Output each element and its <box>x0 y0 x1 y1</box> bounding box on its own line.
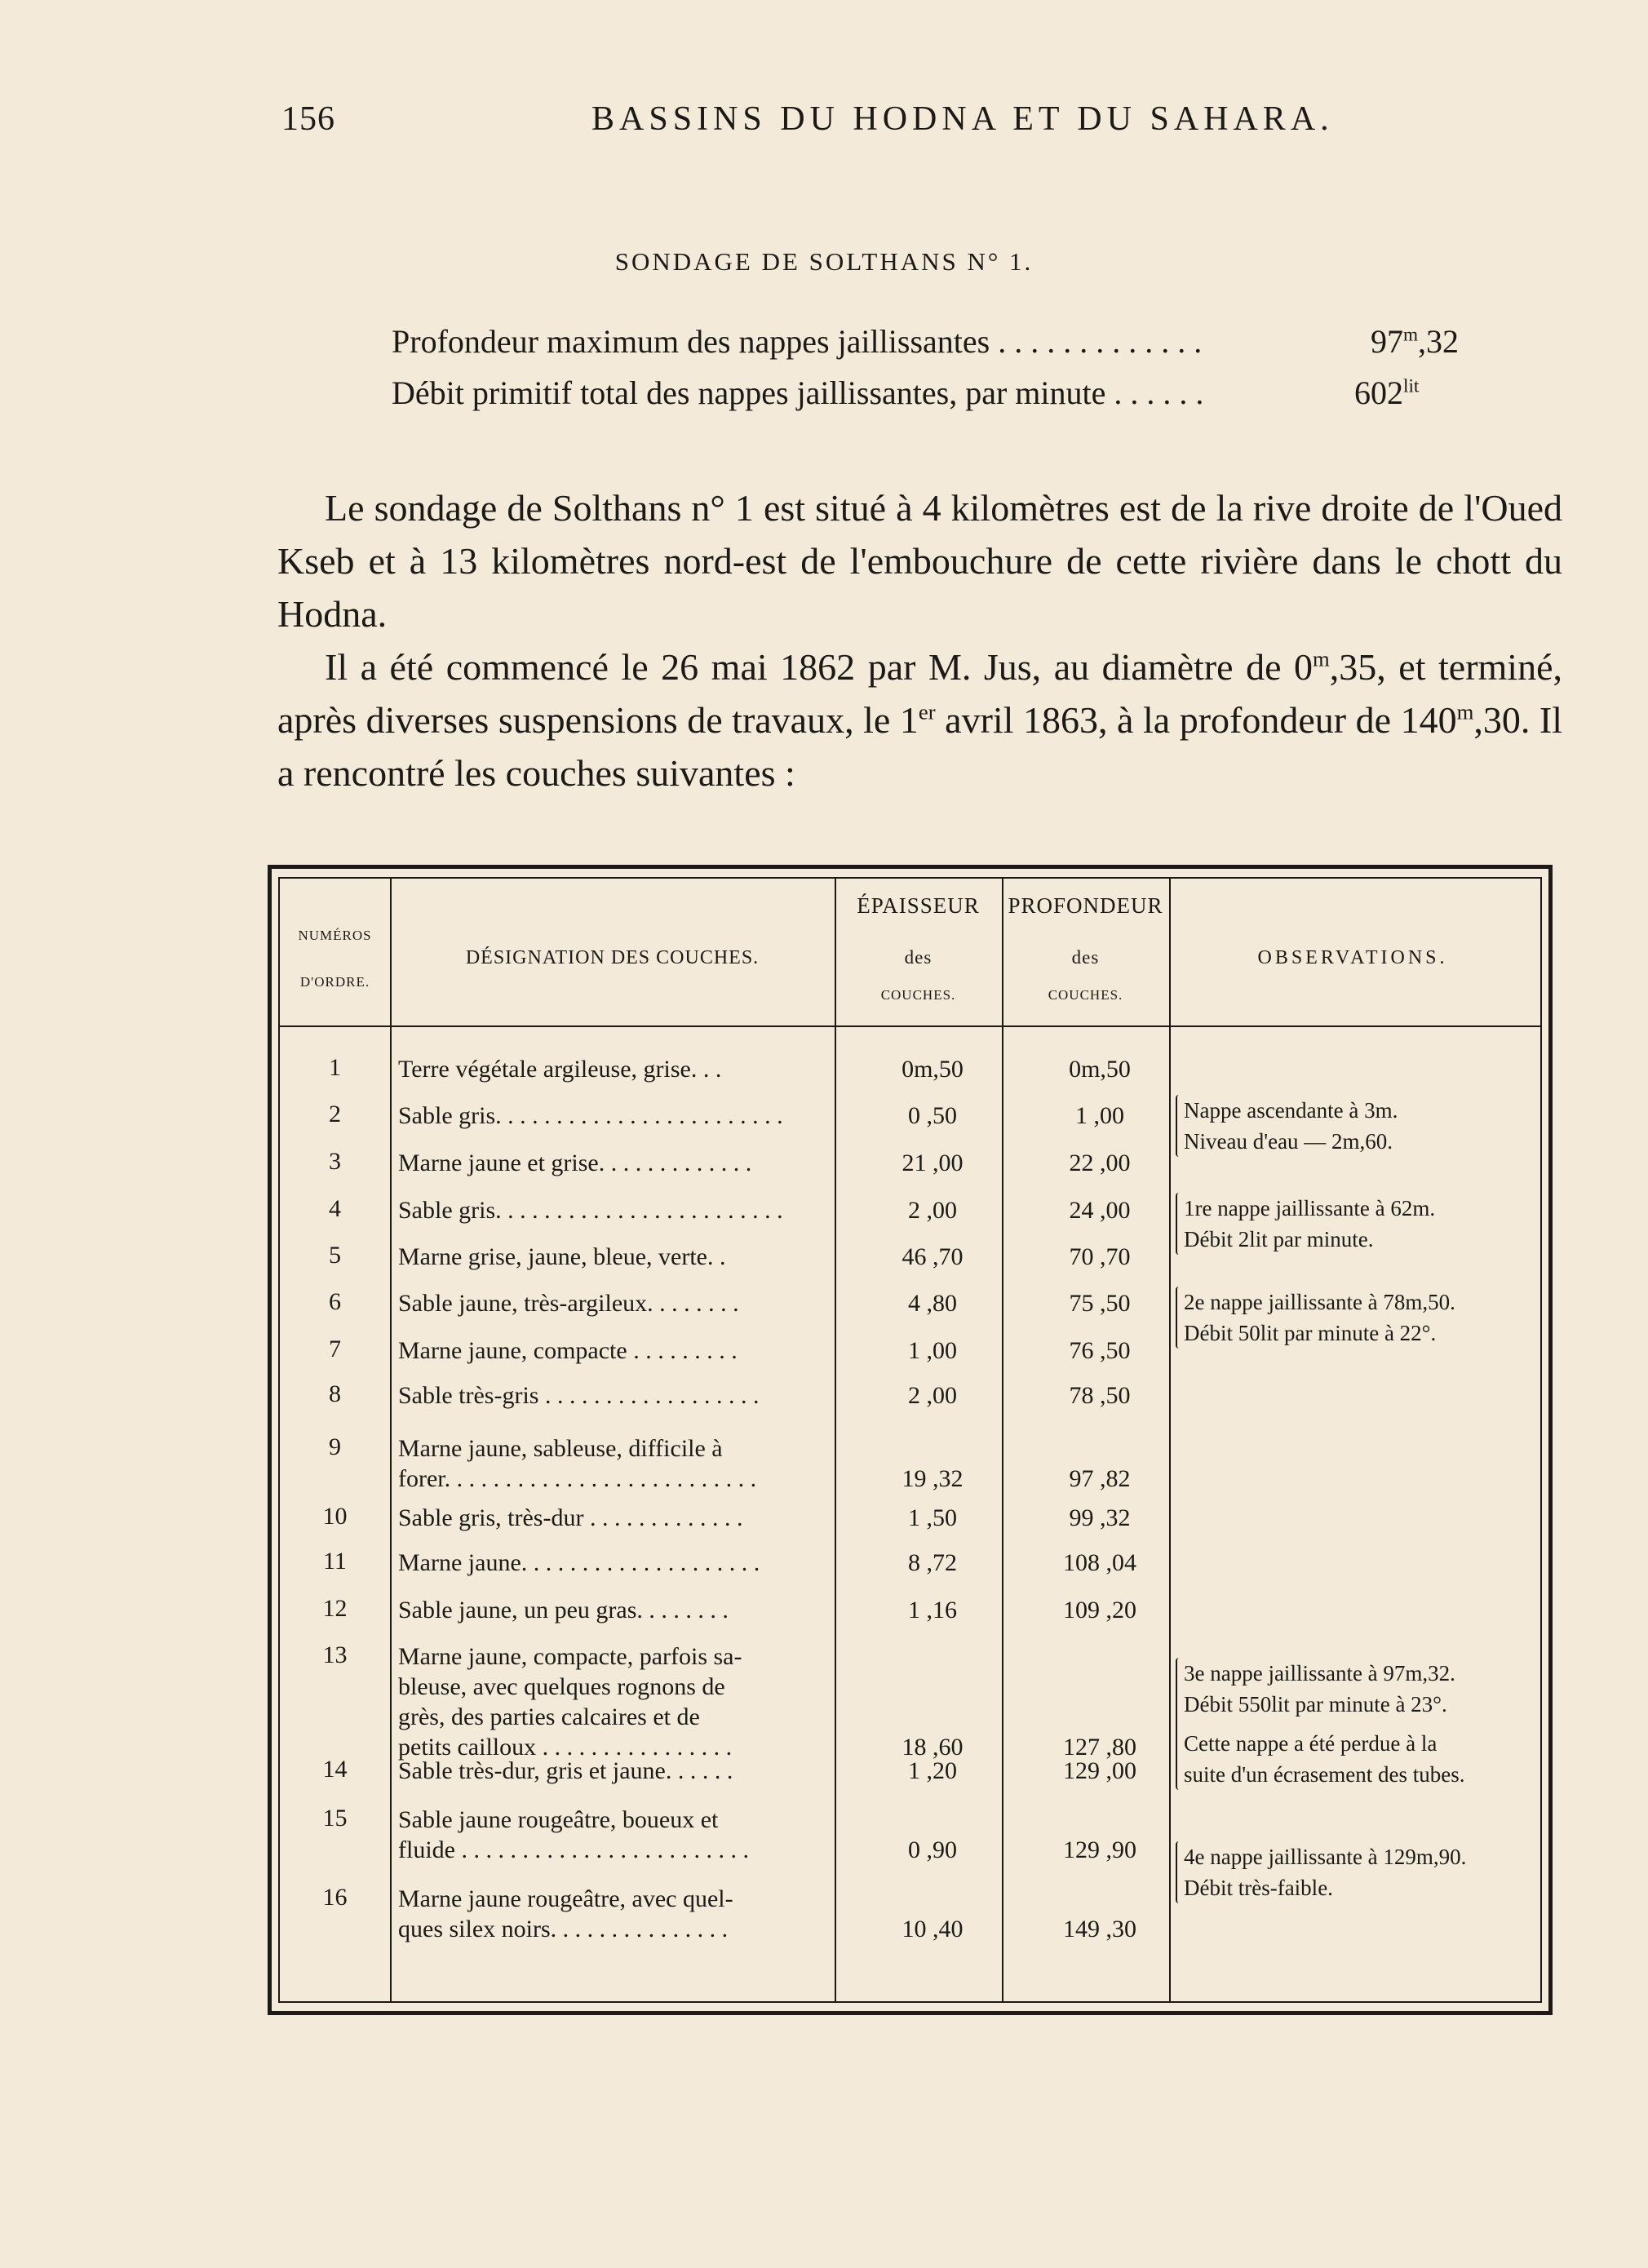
row-epaisseur: 4 ,80 <box>908 1290 957 1317</box>
row-designation <box>398 1884 826 1944</box>
row-designation <box>398 1288 826 1318</box>
row-number: 11 <box>323 1548 347 1575</box>
row-epaisseur: 18 ,60 <box>902 1734 964 1761</box>
observation-line: Cette nappe a été perdue à la <box>1184 1731 1438 1756</box>
observation-note <box>1184 1095 1535 1157</box>
observation-line: Débit très-faible. <box>1184 1876 1333 1900</box>
header-epaisseur-couches: COUCHES. <box>880 987 956 1003</box>
row-epaisseur: 21 ,00 <box>902 1150 964 1176</box>
row-designation <box>398 1380 826 1411</box>
observation-line: 2e nappe jaillissante à 78m,50. <box>1184 1290 1455 1314</box>
row-designation <box>398 1148 826 1178</box>
row-epaisseur: 1 ,20 <box>908 1757 957 1784</box>
header-designation: DÉSIGNATION DES COUCHES. <box>465 947 760 968</box>
row-number: 13 <box>322 1641 348 1668</box>
row-epaisseur: 2 ,00 <box>908 1382 957 1409</box>
brace-mark <box>1176 1193 1182 1255</box>
brace-mark <box>1176 1841 1182 1903</box>
row-number: 9 <box>329 1433 341 1460</box>
brace-mark <box>1176 1095 1182 1157</box>
row-designation <box>398 1336 826 1366</box>
designation-line: Sable gris. . . . . . . . . . . . . . . . . . . . . . . . <box>398 1102 783 1129</box>
row-designation <box>398 1242 826 1272</box>
row-number: 10 <box>322 1503 348 1530</box>
designation-line: Sable jaune, un peu gras. . . . . . . . <box>398 1597 729 1623</box>
row-profondeur: 0m,50 <box>1069 1056 1131 1083</box>
designation-line: Sable jaune, très-argileux. . . . . . . . <box>398 1290 739 1317</box>
row-profondeur: 129 ,90 <box>1063 1836 1136 1863</box>
row-epaisseur: 2 ,00 <box>908 1197 957 1224</box>
observation-line: Nappe ascendante à 3m. <box>1184 1098 1398 1123</box>
row-designation <box>398 1195 826 1225</box>
summary-value-flow: $602^{lit}$ <box>1354 374 1420 411</box>
designation-line: bleuse, avec quelques rognons de <box>398 1673 725 1700</box>
row-epaisseur: 1 ,50 <box>908 1504 957 1531</box>
observation-note <box>1184 1193 1535 1255</box>
row-number: 1 <box>329 1054 341 1081</box>
row-profondeur: 1 ,00 <box>1075 1102 1124 1129</box>
running-title: BASSINS DU HODNA ET DU SAHARA. <box>591 100 1334 138</box>
row-designation <box>398 1805 826 1865</box>
row-number: 12 <box>322 1595 348 1622</box>
designation-line: Terre végétale argileuse, grise. . . <box>398 1056 722 1083</box>
row-profondeur: 99 ,32 <box>1069 1504 1131 1531</box>
observation-line: 3e nappe jaillissante à 97m,32. <box>1184 1661 1455 1685</box>
row-epaisseur: 0m,50 <box>902 1056 964 1083</box>
row-designation <box>398 1503 826 1533</box>
paragraph-location: Le sondage de Solthans n° 1 est situé à 4 kilomètres est de la rive droite de l'Oued Kseb et à 13 kilomètres nord-est de l'embouchure de cette rivière dans le chott du Hodna. <box>277 487 1562 635</box>
row-epaisseur: 1 ,00 <box>908 1337 957 1364</box>
row-number: 7 <box>329 1336 341 1362</box>
brace-mark <box>1176 1287 1182 1349</box>
observation-line: 1re nappe jaillissante à 62m. <box>1184 1196 1436 1220</box>
row-designation <box>398 1054 826 1084</box>
strata-table <box>268 865 1553 2015</box>
row-epaisseur: 8 ,72 <box>908 1549 957 1576</box>
designation-line: Marne jaune, sableuse, difficile à <box>398 1435 723 1462</box>
designation-line: Marne grise, jaune, bleue, verte. . <box>398 1243 726 1270</box>
row-number: 6 <box>329 1288 341 1315</box>
designation-line: Sable très-dur, gris et jaune. . . . . . <box>398 1757 733 1784</box>
row-profondeur: 108 ,04 <box>1063 1549 1136 1576</box>
designation-line: Sable très-gris . . . . . . . . . . . . . . . . . . <box>398 1382 760 1409</box>
row-profondeur: 149 ,30 <box>1063 1916 1136 1942</box>
row-profondeur: 24 ,00 <box>1069 1197 1131 1224</box>
row-profondeur: 76 ,50 <box>1069 1337 1131 1364</box>
summary-label-flow: Débit primitif total des nappes jaillissantes, par minute . . . . . . <box>392 374 1204 411</box>
row-designation <box>398 1595 826 1625</box>
paragraph-history: Il a été commencé le 26 mai 1862 par M. Jus, au diamètre de 0$^m$,35, et terminé, après diverses suspensions de travaux, le 1er avril 1863, à la profondeur de 140$^m$,30. Il a rencontré les couches suivantes : <box>277 646 1562 794</box>
observation-note <box>1184 1287 1535 1349</box>
row-profondeur: 75 ,50 <box>1069 1290 1131 1317</box>
body-text <box>277 481 1562 800</box>
row-number: 5 <box>329 1242 341 1269</box>
observation-line: Niveau d'eau — 2m,60. <box>1184 1129 1393 1154</box>
designation-line: Marne jaune et grise. . . . . . . . . . . . . <box>398 1150 752 1176</box>
row-epaisseur: 1 ,16 <box>908 1597 957 1623</box>
designation-line: Marne jaune, compacte, parfois sa- <box>398 1643 742 1670</box>
designation-line: Sable gris, très-dur . . . . . . . . . . . . . <box>398 1504 743 1531</box>
designation-line: grès, des parties calcaires et de <box>398 1703 700 1730</box>
observation-line: suite d'un écrasement des tubes. <box>1184 1762 1465 1787</box>
strata-table-body <box>278 877 1542 2003</box>
row-profondeur: 127 ,80 <box>1063 1734 1136 1761</box>
row-number: 3 <box>329 1148 341 1175</box>
row-number: 14 <box>322 1756 348 1783</box>
designation-line: ques silex noirs. . . . . . . . . . . . . . . <box>398 1916 729 1942</box>
row-profondeur: 109 ,20 <box>1063 1597 1136 1623</box>
row-epaisseur: 19 ,32 <box>902 1465 964 1492</box>
row-profondeur: 129 ,00 <box>1063 1757 1136 1784</box>
page-number: 156 <box>281 100 335 138</box>
row-designation <box>398 1641 826 1762</box>
designation-line: forer. . . . . . . . . . . . . . . . . . . . . . . . . . <box>398 1465 757 1492</box>
row-designation <box>398 1756 826 1786</box>
row-number: 15 <box>322 1805 348 1832</box>
designation-line: petits cailloux . . . . . . . . . . . . . . . . <box>398 1734 733 1761</box>
row-number: 8 <box>329 1380 341 1407</box>
observation-line: Débit 2lit par minute. <box>1184 1227 1374 1251</box>
header-numeros: NUMÉROS <box>298 928 372 943</box>
row-epaisseur: 0 ,50 <box>908 1102 957 1129</box>
designation-line: Marne jaune rougeâtre, avec quel- <box>398 1885 733 1912</box>
observation-note <box>1184 1841 1535 1903</box>
row-epaisseur: 0 ,90 <box>908 1836 957 1863</box>
header-observations: OBSERVATIONS. <box>1257 947 1448 968</box>
designation-line: Sable gris. . . . . . . . . . . . . . . . . . . . . . . . <box>398 1197 783 1224</box>
row-epaisseur: 46 ,70 <box>902 1243 964 1270</box>
observation-line: 4e nappe jaillissante à 129m,90. <box>1184 1845 1467 1869</box>
header-ordre: D'ORDRE. <box>299 974 370 990</box>
row-designation <box>398 1433 826 1494</box>
row-profondeur: 78 ,50 <box>1069 1382 1131 1409</box>
row-epaisseur: 10 ,40 <box>902 1916 964 1942</box>
observation-note <box>1184 1658 1535 1790</box>
designation-line: Marne jaune. . . . . . . . . . . . . . . . . . . . <box>398 1549 760 1576</box>
row-number: 4 <box>329 1195 341 1222</box>
header-profondeur-couches: COUCHES. <box>1048 987 1123 1003</box>
row-profondeur: 97 ,82 <box>1069 1465 1131 1492</box>
section-title: SONDAGE DE SOLTHANS N° 1. <box>614 247 1034 276</box>
brace-mark <box>1176 1658 1182 1790</box>
header-epaisseur: ÉPAISSEUR <box>857 893 980 918</box>
header-profondeur: PROFONDEUR <box>1008 893 1163 918</box>
designation-line: Sable jaune rougeâtre, boueux et <box>398 1806 719 1833</box>
designation-line: fluide . . . . . . . . . . . . . . . . . . . . . . . . <box>398 1836 749 1863</box>
row-number: 2 <box>329 1101 341 1127</box>
header-profondeur-des: des <box>1071 947 1100 968</box>
designation-line: Marne jaune, compacte . . . . . . . . . <box>398 1337 738 1364</box>
row-number: 16 <box>322 1884 348 1911</box>
summary-label-depth: Profondeur maximum des nappes jaillissantes . . . . . . . . . . . . . <box>392 323 1203 360</box>
row-designation <box>398 1101 826 1131</box>
row-profondeur: 70 ,70 <box>1069 1243 1131 1270</box>
row-designation <box>398 1548 826 1578</box>
observation-line: Débit 50lit par minute à 22°. <box>1184 1321 1437 1345</box>
summary-value-depth: 97$^m$,32 <box>1371 323 1460 360</box>
observation-line: Débit 550lit par minute à 23°. <box>1184 1692 1447 1717</box>
row-profondeur: 22 ,00 <box>1069 1150 1131 1176</box>
header-epaisseur-des: des <box>904 947 933 968</box>
